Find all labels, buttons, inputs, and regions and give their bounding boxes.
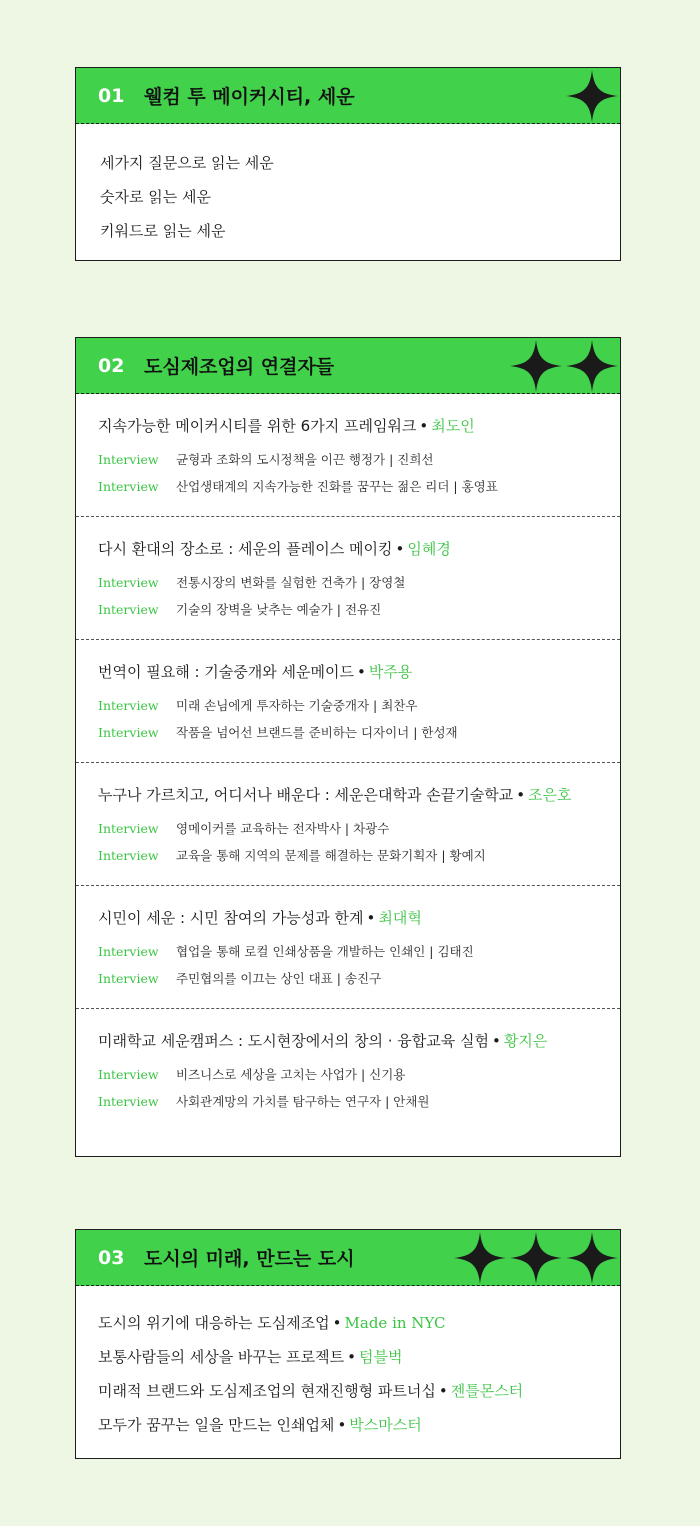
article-block — [76, 762, 620, 885]
case-text: 미래적 브랜드와 도심제조업의 현재진행형 파트너십 — [98, 1382, 436, 1400]
case-item[interactable] — [98, 1340, 620, 1374]
separator-dot: • — [337, 1416, 347, 1434]
article-block — [76, 639, 620, 762]
interview-row[interactable] — [98, 692, 620, 719]
article-title-line[interactable] — [98, 783, 620, 807]
separator-dot: • — [347, 1348, 357, 1366]
article-title: 미래학교 세운캠퍼스 : 도시현장에서의 창의 · 융합교육 실험 — [98, 1032, 489, 1050]
interview-label: Interview — [98, 452, 159, 467]
interview-row[interactable] — [98, 1061, 620, 1088]
list-item[interactable]: 키워드로 읽는 세운 — [100, 222, 226, 240]
list-item[interactable]: 숫자로 읽는 세운 — [100, 188, 211, 206]
interview-text: 주민협의를 이끄는 상인 대표 | 송진구 — [176, 971, 382, 986]
section-header — [76, 68, 620, 124]
section-header — [76, 1230, 620, 1286]
article-author: 조은호 — [528, 786, 572, 804]
case-name: 젠틀몬스터 — [450, 1382, 524, 1400]
article-title-line[interactable] — [98, 1029, 620, 1053]
section-03 — [75, 1229, 621, 1459]
article-title-line[interactable] — [98, 537, 620, 561]
section-02 — [75, 337, 621, 1157]
interview-row[interactable] — [98, 938, 620, 965]
case-list — [76, 1286, 620, 1458]
case-item[interactable] — [98, 1374, 620, 1408]
interview-label: Interview — [98, 479, 159, 494]
interview-text: 교육을 통해 지역의 문제를 해결하는 문화기획자 | 황예지 — [176, 848, 486, 863]
separator-dot: • — [395, 540, 405, 558]
separator-dot: • — [356, 663, 366, 681]
interview-row[interactable] — [98, 719, 620, 746]
interview-row[interactable] — [98, 815, 620, 842]
interview-label: Interview — [98, 971, 159, 986]
separator-dot: • — [366, 909, 376, 927]
separator-dot: • — [332, 1314, 342, 1332]
separator-dot: • — [516, 786, 526, 804]
interview-text: 작품을 넘어선 브랜드를 준비하는 디자이너 | 한성재 — [176, 725, 458, 740]
separator-dot: • — [438, 1382, 448, 1400]
article-author: 황지은 — [503, 1032, 548, 1050]
interview-label: Interview — [98, 698, 159, 713]
case-name: 박스마스터 — [349, 1416, 422, 1434]
article-author: 박주용 — [368, 663, 413, 681]
interview-label: Interview — [98, 575, 159, 590]
article-title: 다시 환대의 장소로 : 세운의 플레이스 메이킹 — [98, 540, 393, 558]
article-author: 최도인 — [431, 417, 475, 435]
section-number: 01 — [98, 84, 125, 107]
separator-dot: • — [419, 417, 429, 435]
interview-text: 미래 손님에게 투자하는 기술중개자 | 최찬우 — [176, 698, 418, 713]
article-title: 지속가능한 메이커시티를 위한 6가지 프레임워크 — [98, 417, 417, 435]
case-item[interactable] — [98, 1306, 620, 1340]
article-block — [76, 885, 620, 1008]
interview-label: Interview — [98, 602, 159, 617]
case-text: 모두가 꿈꾸는 일을 만드는 인쇄업체 — [98, 1416, 335, 1434]
section-title: 도심제조업의 연결자들 — [144, 356, 335, 378]
interview-label: Interview — [98, 1094, 159, 1109]
case-text: 보통사람들의 세상을 바꾸는 프로젝트 — [98, 1348, 345, 1366]
interview-row[interactable] — [98, 1088, 620, 1115]
article-title-line[interactable] — [98, 660, 620, 684]
interview-text: 전통시장의 변화를 실험한 건축가 | 장영철 — [176, 575, 406, 590]
article-title: 누구나 가르치고, 어디서나 배운다 : 세운은대학과 손끝기술학교 — [98, 786, 514, 804]
interview-text: 산업생태계의 지속가능한 진화를 꿈꾸는 젊은 리더 | 홍영표 — [176, 479, 498, 494]
interview-text: 사회관계망의 가치를 탐구하는 연구자 | 안채원 — [176, 1094, 430, 1109]
article-title-line[interactable] — [98, 414, 620, 438]
interview-text: 비즈니스로 세상을 고치는 사업가 | 신기용 — [176, 1067, 406, 1082]
case-item[interactable] — [98, 1408, 620, 1442]
article-block — [76, 516, 620, 639]
case-name: Made in NYC — [344, 1314, 446, 1332]
sparkle-icon — [508, 338, 620, 394]
article-title: 시민이 세운 : 시민 참여의 가능성과 한계 — [98, 909, 364, 927]
section-header — [76, 338, 620, 394]
section-number: 03 — [98, 1246, 125, 1269]
section-title: 도시의 미래, 만드는 도시 — [144, 1248, 355, 1270]
interview-text: 기술의 장벽을 낮추는 예술가 | 전유진 — [176, 602, 382, 617]
article-title-line[interactable] — [98, 906, 620, 930]
article-author: 최대혁 — [378, 909, 422, 927]
article-block — [76, 1008, 620, 1131]
interview-row[interactable] — [98, 473, 620, 500]
separator-dot: • — [491, 1032, 501, 1050]
interview-text: 균형과 조화의 도시정책을 이끈 행정가 | 진희선 — [176, 452, 434, 467]
interview-label: Interview — [98, 848, 159, 863]
case-name: 텀블벅 — [359, 1348, 403, 1366]
section-title: 웰컴 투 메이커시티, 세운 — [144, 86, 355, 108]
interview-label: Interview — [98, 725, 159, 740]
sparkle-icon — [564, 68, 620, 124]
article-author: 임혜경 — [407, 540, 451, 558]
interview-label: Interview — [98, 1067, 159, 1082]
section-number: 02 — [98, 354, 125, 377]
interview-row[interactable] — [98, 446, 620, 473]
interview-label: Interview — [98, 821, 159, 836]
case-text: 도시의 위기에 대응하는 도심제조업 — [98, 1314, 330, 1332]
interview-row[interactable] — [98, 965, 620, 992]
section-01 — [75, 67, 621, 261]
interview-row[interactable] — [98, 842, 620, 869]
list-item[interactable]: 세가지 질문으로 읽는 세운 — [100, 154, 274, 172]
section-list — [76, 124, 620, 264]
interview-text: 영메이커를 교육하는 전자박사 | 차광수 — [176, 821, 390, 836]
interview-text: 협업을 통해 로컬 인쇄상품을 개발하는 인쇄인 | 김태진 — [176, 944, 474, 959]
interview-row[interactable] — [98, 569, 620, 596]
interview-label: Interview — [98, 944, 159, 959]
interview-row[interactable] — [98, 596, 620, 623]
article-title: 번역이 필요해 : 기술중개와 세운메이드 — [98, 663, 354, 681]
sparkle-icon — [452, 1230, 620, 1286]
article-block — [76, 394, 620, 516]
article-list — [76, 394, 620, 1131]
